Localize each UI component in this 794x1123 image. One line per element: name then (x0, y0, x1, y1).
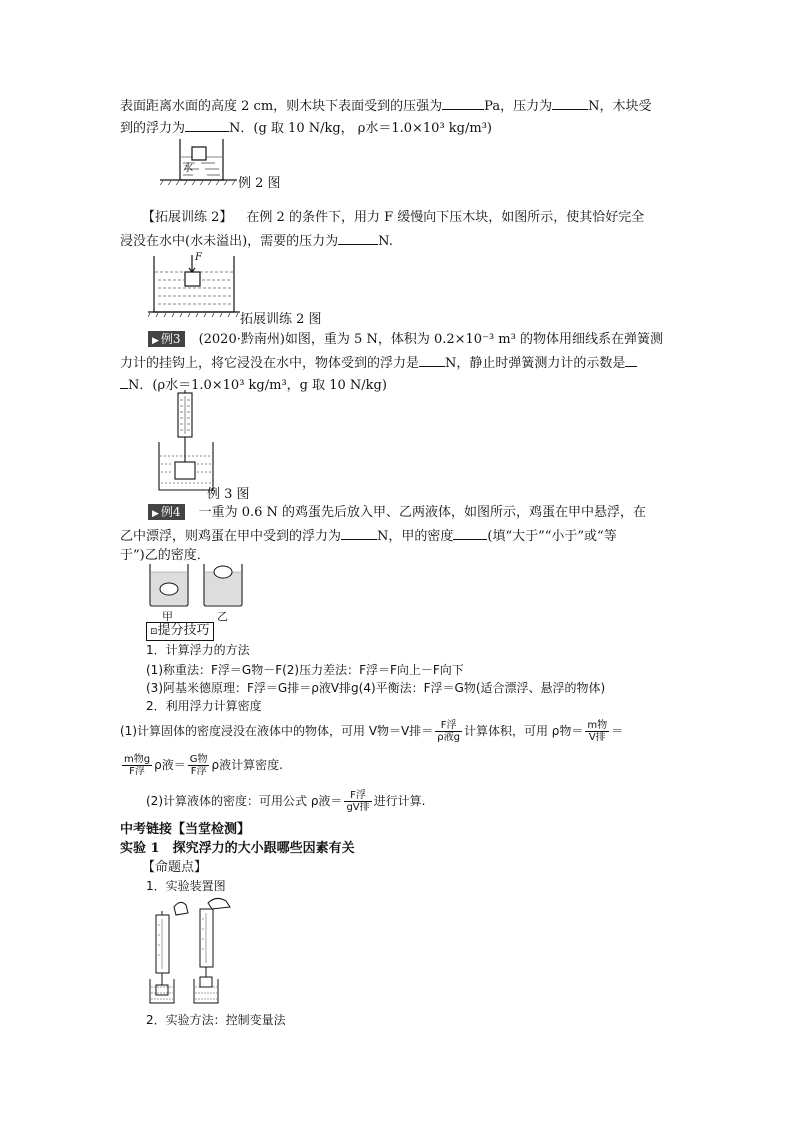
ex3-line-2 (120, 352, 637, 374)
text: Pa，压力为 (484, 99, 553, 114)
ex4-figure (146, 562, 250, 608)
text: 力计的挂钩上，将它浸没在水中，物体受到的浮力是 (120, 356, 420, 371)
ex4-line-2 (120, 525, 617, 547)
ex4-tag: ▶ 例4 (148, 504, 185, 520)
item-1: 1．实验装置图 (146, 879, 226, 893)
ext2-caption: 拓展训练 2 图 (240, 312, 322, 327)
tips-liquid-density: (2)计算液体的密度：可用公式 ρ液＝ $\frac{\text{F浮}}{\text{gV排}}$ 进行计算. (146, 790, 426, 813)
tips-solid-density: (1)计算固体的密度浸没在液体中的物体，可用 V物＝V排＝ $\frac{\text{F浮}}{\text{ρ液g}}$ 计算体积，可用 ρ物＝ $\frac{\text{m物}}{\text{V排}}$ ＝ (120, 720, 624, 743)
force-label: F (195, 252, 202, 263)
tips-method-2: (3)阿基米德原理：F浮＝G排＝ρ液V排g(4)平衡法：F浮＝G物(适合漂浮、悬浮的物体) (146, 681, 606, 695)
ex2-figure (155, 135, 240, 187)
play-icon: ▶ (152, 336, 159, 346)
ex3-tag: ▶ 例3 (148, 331, 185, 347)
ex4-line-1 (148, 503, 646, 523)
ex3-caption: 例 3 图 (207, 487, 250, 502)
answer-blank[interactable] (625, 352, 637, 367)
text: 乙中漂浮，则鸡蛋在甲中受到的浮力为 (120, 529, 342, 544)
play-icon: ▶ (152, 509, 159, 519)
text: ρ水＝1.0×10³ kg/m³) (357, 121, 492, 136)
experiment-title: 实验 1 探究浮力的大小跟哪些因素有关 (120, 841, 355, 856)
text: 一重为 0.6 N 的鸡蛋先后放入甲、乙两液体，如图所示，鸡蛋在甲中悬浮，在 (198, 505, 647, 520)
text: ρ水＝1.0×10³ kg/m³，g 取 10 N/kg) (157, 378, 387, 393)
answer-blank[interactable] (419, 352, 445, 367)
answer-blank[interactable] (442, 95, 484, 110)
text: 于”)乙的密度． (120, 548, 210, 563)
text: N，甲的密度 (377, 529, 454, 544)
water-label: 水 (183, 163, 193, 174)
answer-blank[interactable] (341, 525, 377, 540)
text: N，木块受 (588, 99, 652, 114)
text: (填“大于”“小于”或“等 (487, 529, 617, 544)
tips-solid-density-cont: $\frac{\text{m物g}}{\text{F浮}}$ ρ液＝ $\frac{\text{G物}}{\text{F浮}}$ ρ液计算密度. (124, 754, 283, 777)
text: N，静止时弹簧测力计的示数是 (445, 356, 626, 371)
text: 浸没在水中(水未溢出)，需要的压力为 (120, 234, 339, 249)
exam-title: 中考链接【当堂检测】 (120, 822, 251, 837)
ext2-figure (148, 250, 240, 322)
item-2: 2．实验方法：控制变量法 (146, 1013, 286, 1027)
answer-blank[interactable] (185, 117, 229, 132)
tips-method-1: (1)称重法：F浮＝G物－F(2)压力差法：F浮＝F向上－F向下 (146, 663, 464, 677)
text: N．(g 取 10 N/kg， (229, 121, 354, 136)
answer-blank[interactable] (338, 230, 378, 245)
proposition-point: 【命题点】 (142, 860, 208, 875)
ext2-line-1 (142, 208, 644, 228)
tips-heading-1: 1．计算浮力的方法 (146, 643, 250, 657)
tips-title-box (146, 622, 214, 641)
label-jia: 甲 (162, 610, 173, 623)
label-yi: 乙 (217, 610, 228, 623)
tips-title: 提分技巧 (157, 623, 210, 638)
text: N. (378, 234, 393, 249)
ex2-caption: 例 2 图 (238, 176, 281, 191)
answer-blank[interactable] (120, 374, 128, 389)
ext2-line-2 (120, 230, 393, 252)
ext2-heading: 【拓展训练 2】 (142, 210, 233, 225)
text: 表面距离水面的高度 2 cm，则木块下表面受到的压强为 (120, 99, 443, 114)
ex3-line-1 (148, 330, 663, 350)
text: (2020·黔南州)如图，重为 5 N，体积为 0.2×10⁻³ m³ 的物体用细线系在弹簧测 (198, 332, 663, 347)
text: N．( (128, 378, 158, 393)
tips-icon: ⊡ (150, 627, 158, 637)
answer-blank[interactable] (453, 525, 487, 540)
experiment-figure (146, 895, 246, 1007)
ex2-line-1 (120, 95, 651, 117)
text: 到的浮力为 (120, 121, 186, 136)
answer-blank[interactable] (552, 95, 588, 110)
tips-heading-2: 2．利用浮力计算密度 (146, 699, 262, 713)
ex3-figure (155, 390, 217, 496)
text: 在例 2 的条件下，用力 F 缓慢向下压木块，如图所示，使其恰好完全 (246, 210, 645, 225)
